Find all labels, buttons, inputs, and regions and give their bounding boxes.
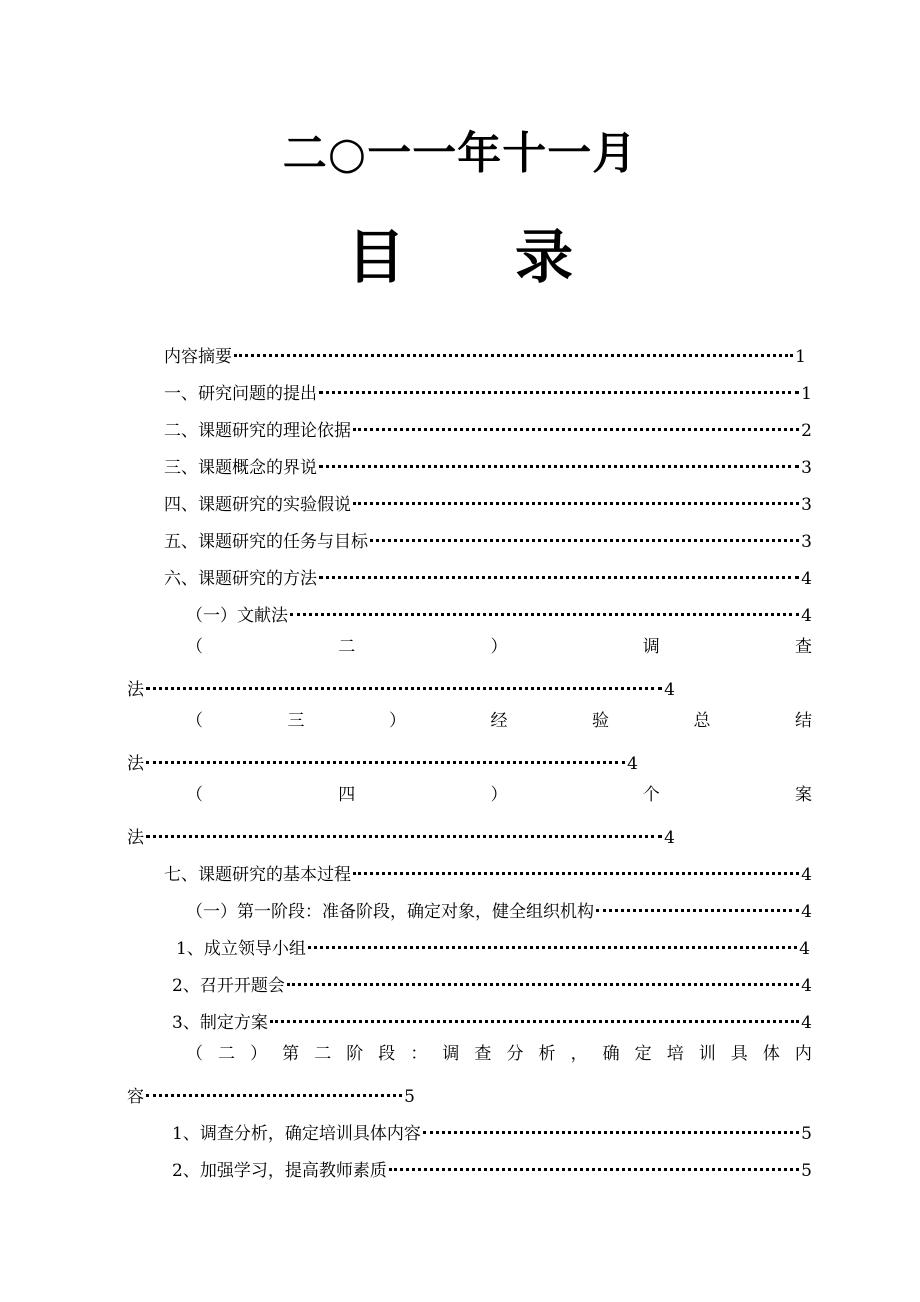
toc-leader [146,821,662,843]
toc-entry-char: （ [186,1044,203,1064]
toc-entry-char: （ [186,785,203,805]
toc-page-number: 4 [627,754,638,774]
toc-page-number: 5 [801,1124,812,1144]
toc-title-char: 目 [346,223,405,291]
toc-page-number: 3 [801,458,812,478]
toc-leader [290,599,799,621]
toc-entry-char: 调 [442,1044,460,1064]
toc-entry-char: 查 [795,637,812,657]
toc-entry[interactable] [172,1154,812,1182]
toc-entry-char: ） [490,637,508,657]
toc-entry-label: 三、课题概念的界说 [164,458,317,478]
toc-entry[interactable] [172,969,812,997]
toc-entry-label: 五、课题研究的任务与目标 [164,532,368,552]
toc-entry-char: 具 [730,1044,748,1064]
toc-entry[interactable] [127,821,675,849]
toc-entry-label: 2、召开开题会 [172,976,285,996]
toc-entry-char: 段 [378,1044,396,1064]
toc-page-number: 5 [404,1087,415,1107]
toc-page-number: 4 [801,976,812,996]
toc-entry[interactable] [164,451,812,479]
toc-entry-label: 容 [127,1087,144,1107]
toc-entry-label: 3、制定方案 [172,1013,268,1033]
toc-leader [234,340,793,362]
toc-entry-char: 分 [506,1044,524,1064]
toc-title [0,222,920,292]
toc-entry-char: ： [410,1044,428,1064]
toc-entry-label: 法 [127,754,144,774]
toc-entry[interactable] [186,895,812,923]
toc-page-number: 1 [801,384,812,404]
toc-entry[interactable] [164,562,812,590]
toc-entry-char: 确 [602,1044,620,1064]
toc-entry-char: ， [570,1044,588,1064]
toc-entry-label: 2、加强学习，提高教师素质 [172,1161,387,1181]
toc-entry-char: 培 [666,1044,684,1064]
toc-entry-char: 体 [762,1044,780,1064]
toc-leader [423,1117,799,1139]
toc-entry-char: 析 [538,1044,556,1064]
toc-entry-char: 阶 [346,1044,364,1064]
toc-leader [270,1006,799,1028]
toc-entry-label: 1、调查分析，确定培训具体内容 [172,1124,421,1144]
toc-entry-justified-line[interactable] [186,784,812,806]
toc-entry-label: 法 [127,680,144,700]
toc-title-char: 录 [515,223,574,291]
toc-entry-char: 二 [338,637,356,657]
toc-entry[interactable] [127,673,675,701]
toc-page-number: 4 [664,680,675,700]
toc-entry-char: （ [186,637,203,657]
toc-entry-label: 四、课题研究的实验假说 [164,495,351,515]
toc-page-number: 3 [801,495,812,515]
toc-entry[interactable] [172,1117,812,1145]
toc-entry-justified-line[interactable] [186,1043,812,1065]
toc-leader [287,969,799,991]
toc-entry-label: 1、成立领导小组 [176,939,306,959]
toc-leader [370,525,799,547]
toc-leader [389,1154,799,1176]
toc-entry-char: 二 [218,1044,236,1064]
toc-entry-char: 查 [474,1044,492,1064]
toc-entry[interactable] [186,599,812,627]
toc-entry-char: （ [186,711,203,731]
toc-entry-char: 验 [592,711,609,731]
toc-entry-label: 一、研究问题的提出 [164,384,317,404]
toc-entry[interactable] [176,932,810,960]
toc-leader [146,673,662,695]
toc-entry[interactable] [164,340,806,368]
toc-entry[interactable] [164,414,812,442]
toc-leader [319,562,799,584]
toc-page-number: 4 [801,902,812,922]
toc-entry-char: 个 [642,785,660,805]
toc-entry-char: 案 [795,785,812,805]
toc-entry-char: 调 [642,637,660,657]
toc-entry-justified-line[interactable] [186,710,812,732]
toc-leader [596,895,799,917]
toc-entry-char: 二 [314,1044,332,1064]
toc-entry-char: 结 [795,711,812,731]
toc-page-number: 4 [799,939,810,959]
toc-entry[interactable] [164,488,812,516]
toc-page-number: 2 [801,421,812,441]
toc-entry[interactable] [172,1006,812,1034]
toc-entry-char: 总 [693,711,711,731]
toc-entry-justified-line[interactable] [186,636,812,658]
toc-leader [146,747,625,769]
toc-page-number: 4 [801,606,812,626]
toc-page-number: 4 [801,569,812,589]
toc-entry-label: 七、课题研究的基本过程 [164,865,351,885]
toc-entry-char: 第 [282,1044,300,1064]
toc-entry-label: （一）文献法 [186,606,288,626]
toc-entry-label: 六、课题研究的方法 [164,569,317,589]
toc-entry[interactable] [164,858,812,886]
toc-entry-char: ） [389,711,406,731]
toc-leader [308,932,797,954]
toc-page-number: 4 [801,1013,812,1033]
toc-leader [319,377,799,399]
toc-entry-label: （一）第一阶段：准备阶段，确定对象，健全组织机构 [186,902,594,922]
toc-page-number: 3 [801,532,812,552]
toc-entry[interactable] [127,747,638,775]
toc-entry-char: 内 [794,1044,812,1064]
toc-leader [353,414,799,436]
toc-entry-char: ） [490,785,508,805]
toc-page-number: 4 [664,828,675,848]
toc-entry[interactable] [164,525,812,553]
toc-entry[interactable] [127,1080,415,1108]
toc-page-number: 5 [801,1161,812,1181]
toc-page-number: 4 [801,865,812,885]
toc-entry-label: 法 [127,828,144,848]
toc-entry-char: 经 [490,711,508,731]
toc-leader [146,1080,402,1102]
toc-leader [319,451,799,473]
toc-entry[interactable] [164,377,812,405]
document-date: 二○一一年十一月 [282,128,638,179]
toc-entry-char: 三 [287,711,305,731]
toc-leader [353,858,799,880]
toc-entry-label: 内容摘要 [164,347,232,367]
toc-entry-char: 定 [634,1044,652,1064]
toc-entry-label: 二、课题研究的理论依据 [164,421,351,441]
toc-leader [353,488,799,510]
toc-entry-char: ） [250,1044,268,1064]
toc-entry-char: 四 [338,785,356,805]
toc-page-number: 1 [795,347,806,367]
toc-entry-char: 训 [698,1044,716,1064]
